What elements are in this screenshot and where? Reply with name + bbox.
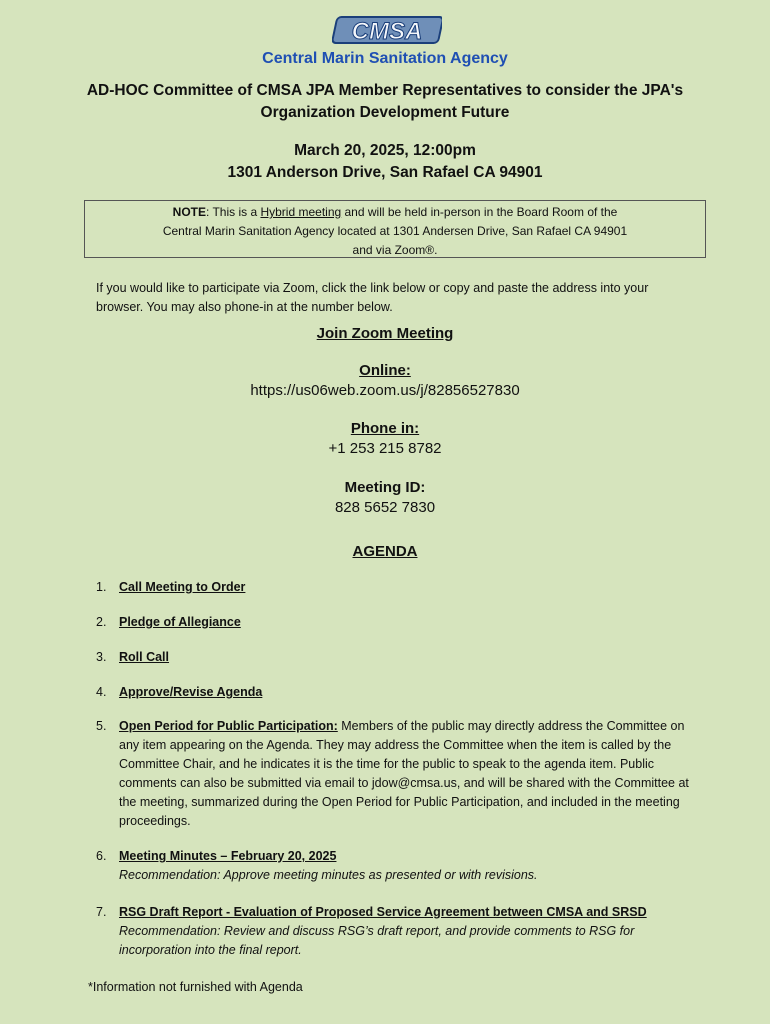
phone-label: Phone in: xyxy=(350,420,420,437)
agenda-item-recommendation: Recommendation: Review and discuss RSG’s draft report, and provide comments to RSG for incorporation into the final report. xyxy=(119,924,635,957)
agenda-item-recommendation: Recommendation: Approve meeting minutes as presented or with revisions. xyxy=(119,868,538,882)
agenda-item-num: 1. xyxy=(96,580,107,594)
hybrid-meeting-link[interactable]: Hybrid meeting xyxy=(260,205,342,219)
agenda-item-6 xyxy=(96,847,696,885)
agenda-item-3 xyxy=(96,648,696,667)
zoom-url-link[interactable]: https://us06web.zoom.us/j/82856527830 xyxy=(250,382,520,399)
agenda-item-num: 2. xyxy=(96,615,107,629)
agenda-item-2 xyxy=(96,613,696,632)
agenda-item-num: 3. xyxy=(96,650,107,664)
note-line-3: and via Zoom®. xyxy=(352,243,438,257)
agenda-item-label: Approve/Revise Agenda xyxy=(119,685,263,699)
footnote: *Information not furnished with Agenda xyxy=(88,980,303,994)
agenda-item-label: Open Period for Public Participation: xyxy=(119,719,338,733)
agency-name: Central Marin Sanitation Agency xyxy=(262,50,508,67)
agenda-item-7 xyxy=(96,903,696,960)
note-text-2: and will be held in-person in the Board Room of the xyxy=(341,205,618,219)
note-label: NOTE xyxy=(172,205,206,219)
phone-number: +1 253 215 8782 xyxy=(328,440,442,457)
cmsa-logo-text: CMSA xyxy=(351,18,423,45)
cmsa-logo xyxy=(332,14,442,46)
agenda-item-text: Members of the public may directly address the Committee on any item appearing on the Agenda. They may address the Committee when the item is called by the Committee Chair, and he indicates it is the time for the public to speak to the agenda item. Public comments can also be submitted via email to jdow@cmsa.us, and will be shared with the Committee at the meeting, summarized during the Open Period for Public Participation, and included in the meeting proceedings. xyxy=(119,719,689,828)
agenda-heading: AGENDA xyxy=(352,543,418,560)
meeting-id-value: 828 5652 7830 xyxy=(334,499,436,516)
agenda-item-num: 6. xyxy=(96,849,107,863)
agenda-list xyxy=(96,578,696,960)
meeting-datetime xyxy=(60,140,710,184)
agenda-item-5 xyxy=(96,717,696,831)
agenda-item-num: 4. xyxy=(96,685,107,699)
meeting-id-label: Meeting ID: xyxy=(344,479,426,496)
agenda-item-label: Roll Call xyxy=(119,650,170,664)
online-label: Online: xyxy=(359,362,411,379)
agenda-item-num: 5. xyxy=(96,719,107,733)
zoom-intro: If you would like to participate via Zoom, click the link below or copy and paste the address into your browser. You may also phone-in at the number below. xyxy=(96,281,649,314)
join-zoom-heading: Join Zoom Meeting xyxy=(316,325,454,342)
meeting-address: 1301 Anderson Drive, San Rafael CA 94901 xyxy=(227,164,543,181)
agenda-item-1 xyxy=(96,578,696,597)
agenda-item-4 xyxy=(96,683,696,702)
agenda-item-label: Pledge of Allegiance xyxy=(119,615,241,629)
note-text-1: : This is a xyxy=(206,205,261,219)
meeting-date: March 20, 2025, 12:00pm xyxy=(294,142,476,159)
page-title: AD-HOC Committee of CMSA JPA Member Representatives to consider the JPA's Organization Development Future xyxy=(86,82,684,121)
hybrid-note-box xyxy=(84,200,706,258)
note-line-2: Central Marin Sanitation Agency located at 1301 Andersen Drive, San Rafael CA 94901 xyxy=(162,224,628,238)
agenda-item-label: RSG Draft Report - Evaluation of Proposed Service Agreement between CMSA and SRSD xyxy=(119,905,647,919)
agenda-item-label: Call Meeting to Order xyxy=(119,580,246,594)
agenda-item-label: Meeting Minutes – February 20, 2025 xyxy=(119,849,337,863)
agenda-item-num: 7. xyxy=(96,905,107,919)
